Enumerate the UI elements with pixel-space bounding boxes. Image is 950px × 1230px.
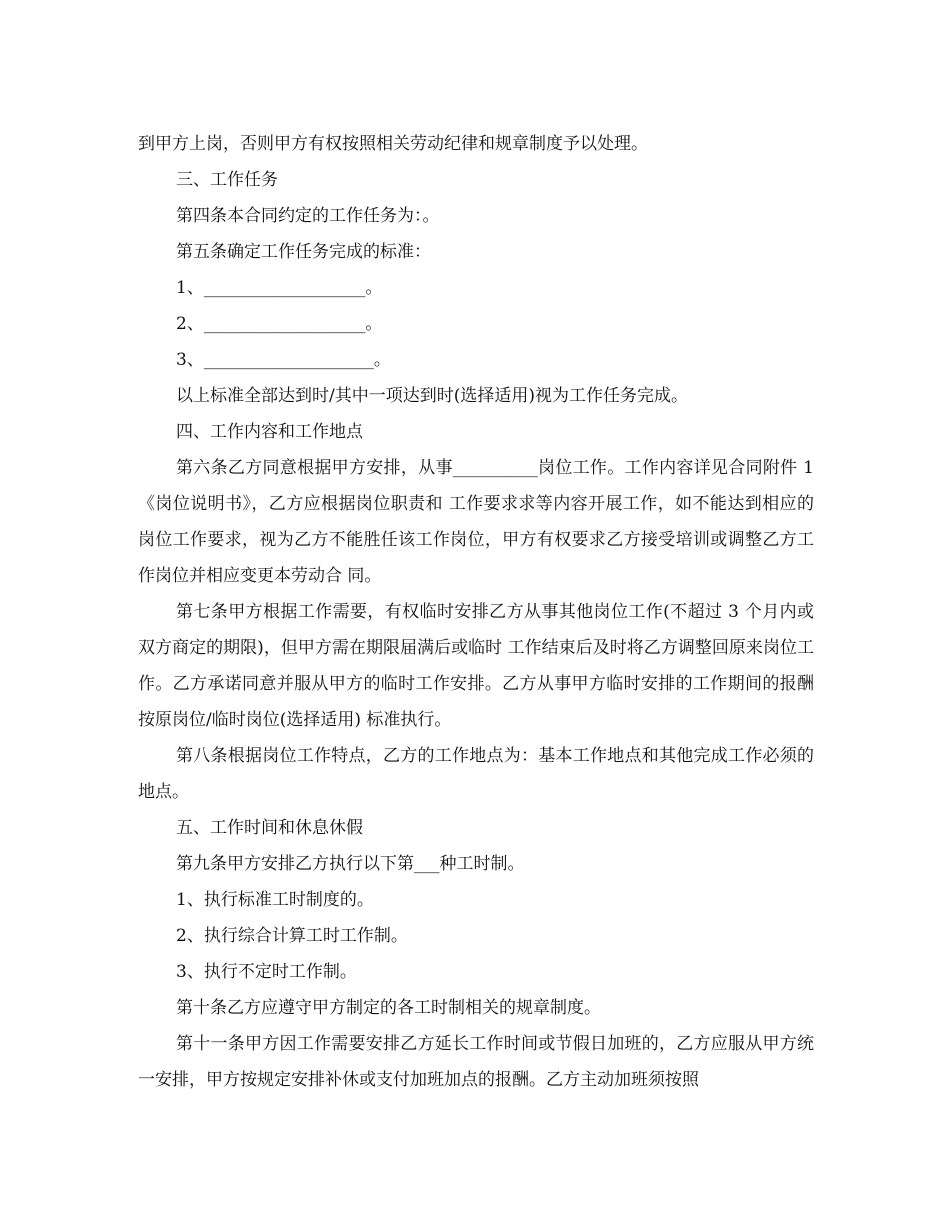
paragraph: 第十一条甲方因工作需要安排乙方延长工作时间或节假日加班的，乙方应服从甲方统一安排，甲方按规定安排补休或支付加班加点的报酬。乙方主动加班须按照	[138, 1034, 814, 1090]
section-heading: 五、工作时间和休息休假	[176, 818, 363, 838]
list-item: 3、____________________。	[176, 350, 391, 370]
list-item: 1、执行标准工时制度的。	[176, 890, 374, 910]
section-heading: 四、工作内容和工作地点	[176, 422, 363, 442]
list-item: 2、执行综合计算工时工作制。	[176, 926, 408, 946]
paragraph: 第六条乙方同意根据甲方安排，从事__________岗位工作。工作内容详见合同附件 1《岗位说明书》，乙方应根据岗位职责和 工作要求求等内容开展工作，如不能达到相应的岗位工作要求，视为乙方不能胜任该工作岗位，甲方有权要求乙方接受培训或调整乙方工作岗位并相应变更本劳动合 同。	[138, 458, 814, 586]
list-item: 2、___________________。	[176, 314, 383, 334]
list-item: 3、执行不定时工作制。	[176, 962, 357, 982]
list-item: 1、___________________。	[176, 278, 383, 298]
paragraph: 第四条本合同约定的工作任务为：。	[176, 206, 440, 226]
paragraph: 到甲方上岗，否则甲方有权按照相关劳动纪律和规章制度予以处理。	[138, 134, 648, 154]
document-body	[138, 126, 814, 1098]
paragraph: 以上标准全部达到时/其中一项达到时(选择适用)视为工作任务完成。	[176, 386, 688, 406]
paragraph: 第九条甲方安排乙方执行以下第___种工时制。	[176, 854, 525, 874]
paragraph: 第七条甲方根据工作需要，有权临时安排乙方从事其他岗位工作(不超过 3 个月内或双方商定的期限)，但甲方需在期限届满后或临时 工作结束后及时将乙方调整回原来岗位工作。乙方承诺同意并服从甲方的临时工作安排。乙方从事甲方临时安排的工作期间的报酬按原岗位/临时岗位(选择适用) 标准执行。	[138, 602, 814, 730]
paragraph: 第十条乙方应遵守甲方制定的各工时制相关的规章制度。	[176, 998, 601, 1018]
paragraph: 第五条确定工作任务完成的标准：	[176, 242, 431, 262]
paragraph: 第八条根据岗位工作特点，乙方的工作地点为：基本工作地点和其他完成工作必须的地点。	[138, 746, 814, 802]
section-heading: 三、工作任务	[176, 170, 278, 190]
